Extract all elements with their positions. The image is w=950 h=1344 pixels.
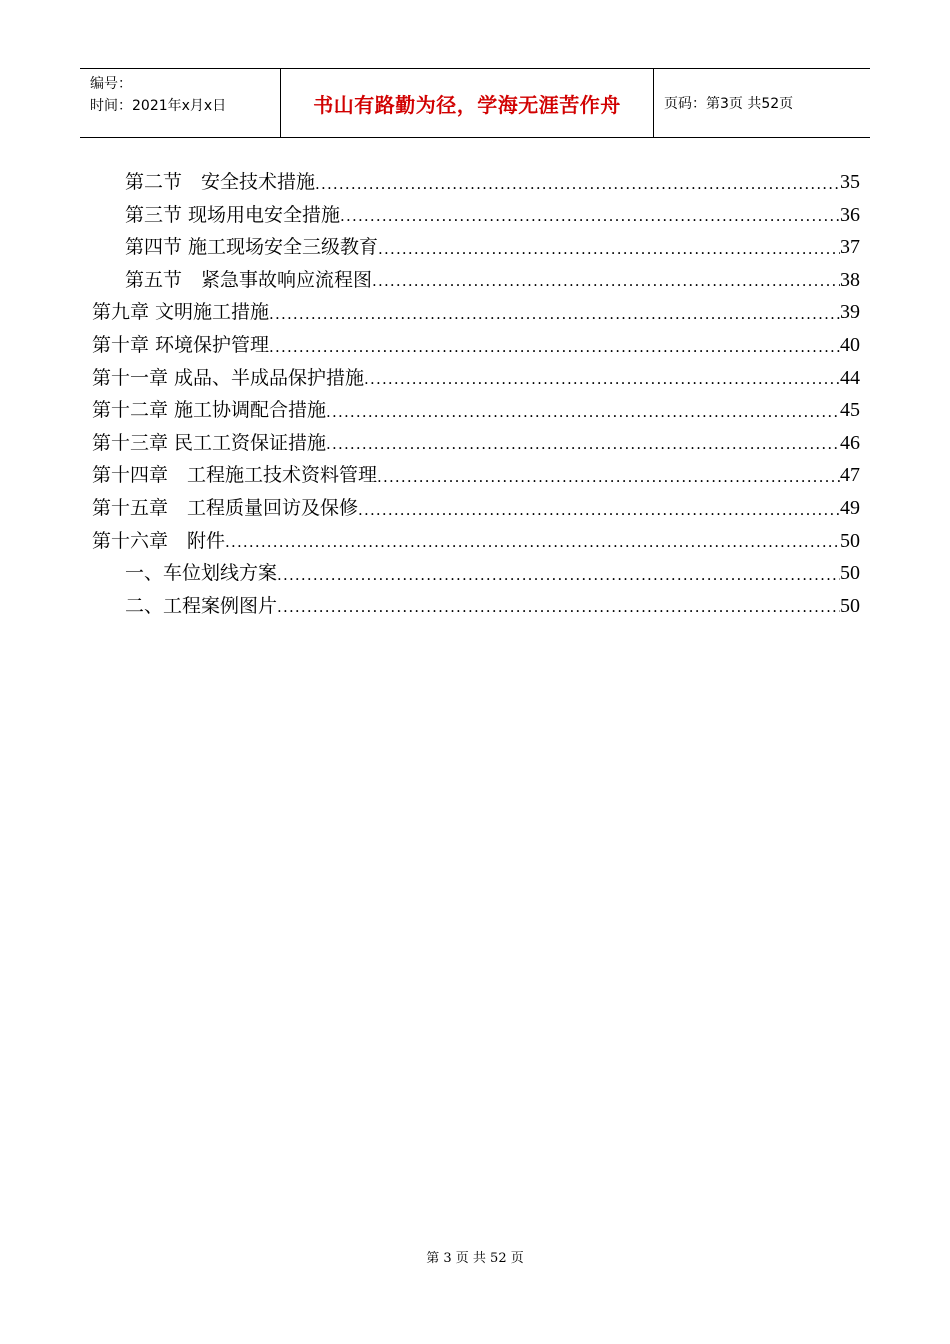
toc-entry[interactable]: [92, 296, 860, 329]
toc-entry-page: 39: [840, 301, 860, 324]
toc-entry-title: 第十四章 工程施工技术资料管理: [92, 464, 378, 487]
toc-leader-dots: [277, 562, 840, 588]
toc-entry-page: 45: [840, 399, 860, 422]
toc-entry[interactable]: [92, 362, 860, 395]
toc-leader-dots: [269, 301, 840, 327]
toc-entry[interactable]: [92, 590, 860, 623]
toc-leader-dots: [340, 203, 840, 229]
toc-entry[interactable]: [92, 231, 860, 264]
toc-entry[interactable]: [92, 525, 860, 558]
toc-entry[interactable]: [92, 427, 860, 460]
toc-entry[interactable]: [92, 492, 860, 525]
toc-entry-page: 44: [840, 366, 860, 389]
toc-leader-dots: [269, 334, 840, 360]
toc-entry[interactable]: [92, 394, 860, 427]
header-page-info: 页码：第3页 共52页: [664, 96, 794, 112]
toc-entry-title: 第十六章 附件: [92, 529, 226, 552]
toc-leader-dots: [326, 431, 840, 457]
toc-entry-title: 第五节 紧急事故响应流程图: [125, 268, 373, 291]
toc-leader-dots: [364, 366, 840, 392]
toc-leader-dots: [377, 464, 840, 490]
toc-leader-dots: [315, 171, 840, 197]
toc-entry-page: 50: [840, 594, 860, 617]
toc-leader-dots: [372, 268, 840, 294]
toc-entry-page: 35: [840, 171, 860, 193]
toc-entry-page: 38: [840, 268, 860, 291]
toc-entry-page: 50: [840, 562, 860, 585]
toc-entry-page: 40: [840, 333, 860, 356]
toc-leader-dots: [358, 497, 840, 523]
toc-entry[interactable]: [92, 557, 860, 590]
toc-entry-title: 第三节 现场用电安全措施: [125, 203, 341, 226]
toc-entry-title: 第十二章 施工协调配合措施: [92, 399, 327, 422]
header-motto: 书山有路勤为径，学海无涯苦作舟: [281, 69, 654, 137]
toc-entry-title: 一、车位划线方案: [125, 562, 278, 585]
time-label: 时间：2021年x月x日: [90, 98, 227, 114]
toc-entry-title: 第十五章 工程质量回访及保修: [92, 496, 359, 519]
toc-entry-page: 49: [840, 496, 860, 519]
toc-entry-title: 二、工程案例图片: [125, 594, 278, 617]
page-header: [80, 68, 870, 138]
toc-leader-dots: [225, 529, 840, 555]
page-footer: 第 3 页 共 52 页: [426, 1251, 524, 1266]
toc-entry-title: 第十一章 成品、半成品保护措施: [92, 366, 365, 389]
toc-entry-title: 第十章 环境保护管理: [92, 333, 270, 356]
toc-entry-page: 37: [840, 236, 860, 259]
toc-entry-page: 36: [840, 203, 860, 226]
toc-entry-title: 第四节 施工现场安全三级教育: [125, 236, 379, 259]
toc-entry[interactable]: [92, 329, 860, 362]
toc-entry[interactable]: [92, 459, 860, 492]
toc-entry-page: 47: [840, 464, 860, 487]
number-label: 编号：: [90, 76, 132, 92]
header-meta: [80, 69, 281, 137]
toc-entry[interactable]: [92, 199, 860, 232]
toc-leader-dots: [326, 399, 840, 425]
toc-leader-dots: [378, 236, 840, 262]
toc-entry-page: 50: [840, 529, 860, 552]
toc-entry-title: 第二节 安全技术措施: [125, 171, 316, 193]
toc-entry-title: 第九章 文明施工措施: [92, 301, 270, 324]
table-of-contents: [92, 166, 860, 622]
toc-entry[interactable]: [92, 166, 860, 199]
toc-entry-page: 46: [840, 431, 860, 454]
toc-leader-dots: [277, 594, 840, 620]
toc-entry-title: 第十三章 民工工资保证措施: [92, 431, 327, 454]
toc-entry[interactable]: [92, 264, 860, 297]
